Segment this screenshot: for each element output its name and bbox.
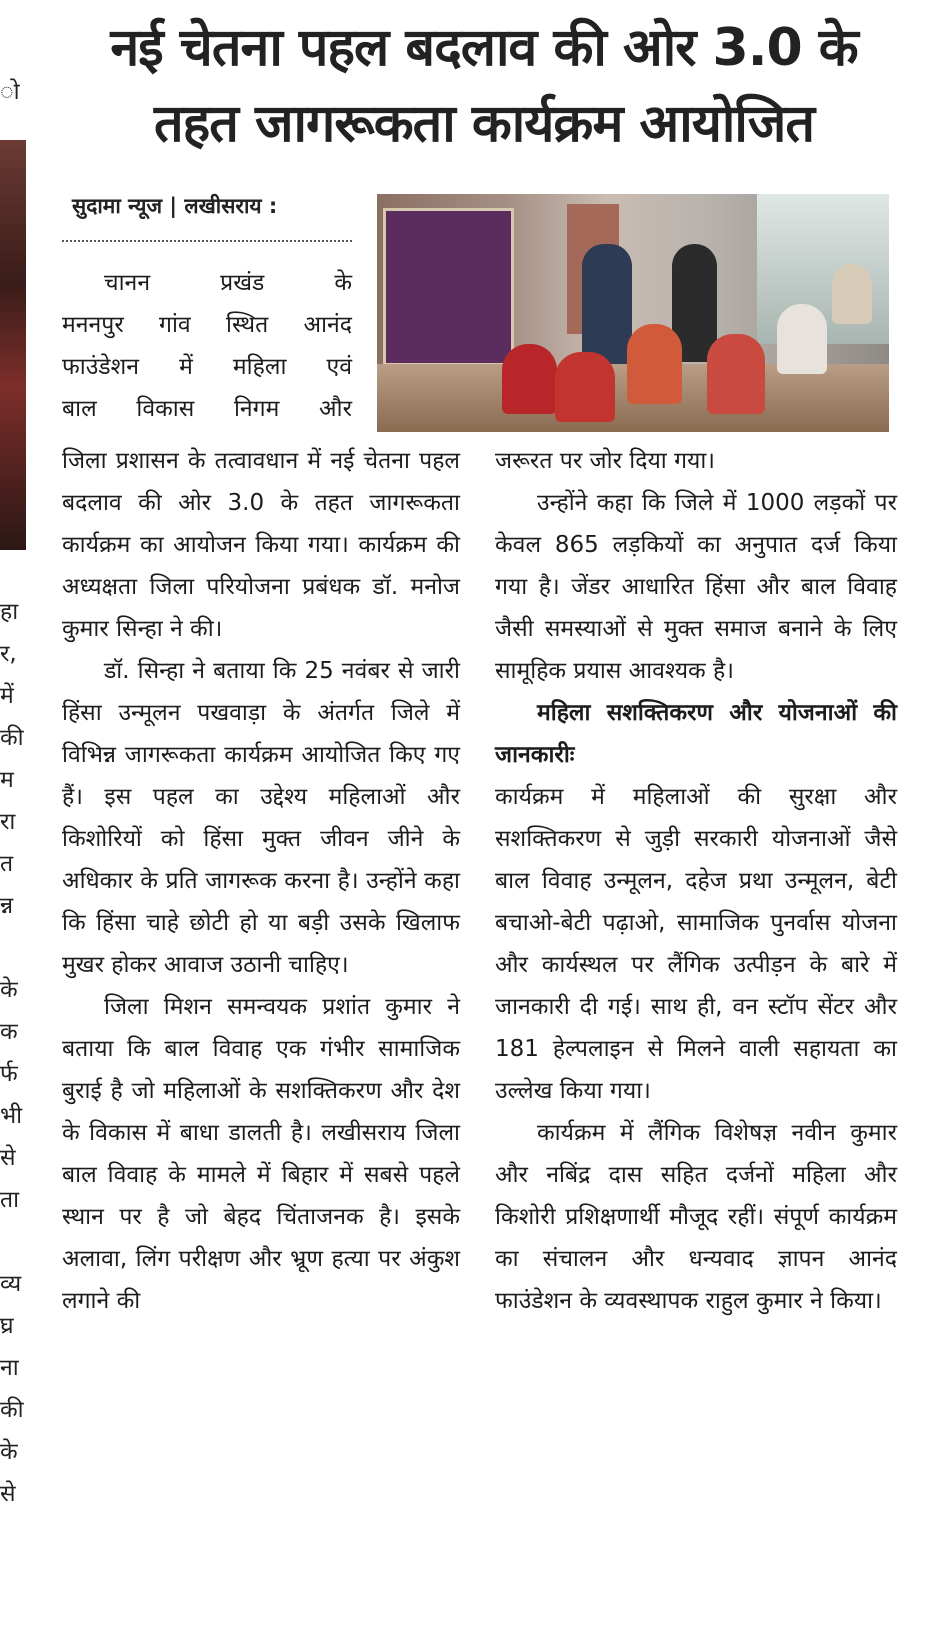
margin-fragment: र्फ: [0, 1061, 18, 1087]
byline-divider: [62, 240, 352, 242]
photo-poster: [383, 208, 514, 366]
photo-speaker: [582, 244, 632, 364]
column-left-top: [62, 262, 352, 430]
margin-fragment: से: [0, 1481, 16, 1507]
adjacent-photo-fragment: [0, 140, 26, 550]
line: फाउंडेशन में महिला एवं: [62, 354, 352, 380]
margin-fragment: में: [0, 683, 14, 709]
margin-fragment: म: [0, 767, 14, 793]
margin-fragment: ो: [0, 79, 20, 105]
column-left-bottom: [62, 440, 460, 1322]
paragraph: जिला मिशन समन्वयक प्रशांत कुमार ने बताया कि बाल विवाह एक गंभीर सामाजिक बुराई है जो महिलाओं के सशक्तिकरण और देश के विकास में बाधा डालती है। लखीसराय जिला बाल विवाह के मामले में बिहार में सबसे पहले स्थान पर है जो बेहद चिंताजनक है। इसके अलावा, लिंग परीक्षण और भ्रूण हत्या पर अंकुश लगाने की: [62, 994, 460, 1314]
subheading: महिला सशक्तिकरण और योजनाओं की जानकारीः: [495, 700, 897, 768]
margin-fragment: ना: [0, 1355, 19, 1381]
line: बाल विकास निगम और: [62, 396, 352, 422]
headline-line-2: तहत जागरूकता कार्यक्रम आयोजित: [153, 94, 815, 154]
margin-fragment: से: [0, 1145, 16, 1171]
adjacent-article-fragment: [0, 0, 44, 1626]
article-photo: [377, 194, 889, 432]
line: चानन प्रखंड के: [104, 270, 352, 296]
paragraph: उन्होंने कहा कि जिले में 1000 लड़कों पर केवल 865 लड़कियों का अनुपात दर्ज किया गया है। जेंडर आधारित हिंसा और बाल विवाह जैसी समस्याओं से मुक्त समाज बनाने के लिए सामूहिक प्रयास आवश्यक है।: [495, 490, 897, 684]
margin-fragment: हा: [0, 599, 19, 625]
line: मननपुर गांव स्थित आनंद: [62, 312, 352, 338]
paragraph: जिला प्रशासन के तत्वावधान में नई चेतना पहल बदलाव की ओर 3.0 के तहत जागरूकता कार्यक्रम का आयोजन किया गया। कार्यक्रम की अध्यक्षता जिला परियोजना प्रबंधक डॉ. मनोज कुमार सिन्हा ने की।: [62, 448, 460, 642]
margin-fragment: क: [0, 1019, 18, 1045]
column-right: [495, 440, 897, 1322]
margin-fragment: के: [0, 977, 18, 1003]
paragraph: डॉ. सिन्हा ने बताया कि 25 नवंबर से जारी हिंसा उन्मूलन पखवाड़ा के अंतर्गत जिले में विभिन्न जागरूकता कार्यक्रम आयोजित किए गए हैं। इस पहल का उद्देश्य महिलाओं और किशोरियों को हिंसा मुक्त जीवन जीने के अधिकार के प्रति जागरूक करना है। उन्होंने कहा कि हिंसा चाहे छोटी हो या बड़ी उसके खिलाफ मुखर होकर आवाज उठानी चाहिए।: [62, 658, 460, 978]
margin-fragment: घ्र: [0, 1313, 14, 1339]
photo-attendee: [555, 352, 615, 422]
margin-fragment: के: [0, 1439, 18, 1465]
margin-fragment: रा: [0, 809, 16, 835]
paragraph: जरूरत पर जोर दिया गया।: [495, 448, 716, 474]
margin-fragment: की: [0, 725, 24, 751]
byline: सुदामा न्यूज | लखीसराय :: [72, 194, 278, 218]
photo-attendee: [502, 344, 557, 414]
photo-attendee: [832, 264, 872, 324]
margin-fragment: र,: [0, 641, 17, 667]
photo-attendee: [707, 334, 765, 414]
headline-line-1: नई चेतना पहल बदलाव की ओर 3.0 के: [110, 18, 858, 78]
photo-attendee: [777, 304, 827, 374]
headline: [44, 10, 924, 162]
margin-fragment: ता: [0, 1187, 20, 1213]
margin-fragment: भी: [0, 1103, 23, 1129]
paragraph: कार्यक्रम में महिलाओं की सुरक्षा और सशक्तिकरण से जुड़ी सरकारी योजनाओं जैसे बाल विवाह उन्मूलन, दहेज प्रथा उन्मूलन, बेटी बचाओ-बेटी पढ़ाओ, सामाजिक पुनर्वास योजना और कार्यस्थल पर लैंगिक उत्पीड़न के बारे में जानकारी दी गई। साथ ही, वन स्टॉप सेंटर और 181 हेल्पलाइन से मिलने वाली सहायता का उल्लेख किया गया।: [495, 784, 897, 1104]
margin-fragment: व्य: [0, 1271, 22, 1297]
margin-fragment: की: [0, 1397, 24, 1423]
paragraph: कार्यक्रम में लैंगिक विशेषज्ञ नवीन कुमार और नबिंद्र दास सहित दर्जनों महिला और किशोरी प्रशिक्षणार्थी मौजूद रहीं। संपूर्ण कार्यक्रम का संचालन और धन्यवाद ज्ञापन आनंद फाउंडेशन के व्यवस्थापक राहुल कुमार ने किया।: [495, 1120, 897, 1314]
margin-fragment: त: [0, 851, 14, 877]
photo-attendee: [627, 324, 682, 404]
margin-fragment: न्न: [0, 893, 14, 919]
